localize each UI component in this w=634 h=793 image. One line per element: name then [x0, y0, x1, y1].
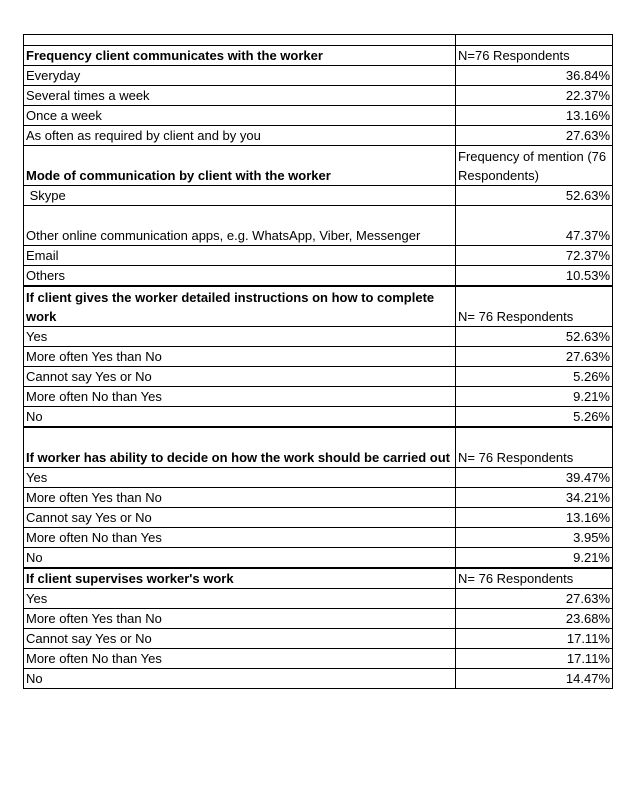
- section-heading: If worker has ability to decide on how the work should be carried out: [24, 427, 456, 468]
- table-row: [24, 629, 613, 649]
- row-label: More often No than Yes: [24, 387, 456, 407]
- table-row: [24, 528, 613, 548]
- row-value: 34.21%: [456, 488, 613, 508]
- row-label: Several times a week: [24, 86, 456, 106]
- table-row: [24, 86, 613, 106]
- section-heading-value: N=76 Respondents: [456, 46, 613, 66]
- row-value: 72.37%: [456, 246, 613, 266]
- row-label: Email: [24, 246, 456, 266]
- table-row: [24, 609, 613, 629]
- row-label: No: [24, 407, 456, 428]
- section-heading-row: [24, 46, 613, 66]
- blank-cell: [456, 35, 613, 46]
- section-heading-value: N= 76 Respondents: [456, 568, 613, 589]
- row-value: 23.68%: [456, 609, 613, 629]
- row-label: Yes: [24, 468, 456, 488]
- row-label: Once a week: [24, 106, 456, 126]
- table-row: [24, 126, 613, 146]
- row-label: Everyday: [24, 66, 456, 86]
- row-value: 52.63%: [456, 327, 613, 347]
- row-label: Cannot say Yes or No: [24, 508, 456, 528]
- section-heading: If client supervises worker's work: [24, 568, 456, 589]
- row-value: 9.21%: [456, 387, 613, 407]
- row-label: Others: [24, 266, 456, 287]
- table-row: [24, 669, 613, 689]
- row-value: 27.63%: [456, 347, 613, 367]
- row-value: 5.26%: [456, 407, 613, 428]
- section-heading-value: Frequency of mention (76 Respondents): [456, 146, 613, 186]
- table-row: [24, 387, 613, 407]
- blank-cell: [24, 35, 456, 46]
- row-value: 3.95%: [456, 528, 613, 548]
- row-value: 27.63%: [456, 589, 613, 609]
- table-row: [24, 548, 613, 569]
- row-label: As often as required by client and by you: [24, 126, 456, 146]
- row-label: No: [24, 548, 456, 569]
- row-label: More often No than Yes: [24, 649, 456, 669]
- section-heading-row: [24, 427, 613, 468]
- row-label: Cannot say Yes or No: [24, 629, 456, 649]
- table-row: [24, 266, 613, 287]
- row-label: More often Yes than No: [24, 609, 456, 629]
- table-row: [24, 367, 613, 387]
- row-label: Other online communication apps, e.g. WhatsApp, Viber, Messenger: [24, 206, 456, 246]
- row-label: Skype: [24, 186, 456, 206]
- row-label: Yes: [24, 589, 456, 609]
- section-heading-value: N= 76 Respondents: [456, 286, 613, 327]
- table-row: [24, 206, 613, 246]
- survey-table-body: [24, 35, 613, 689]
- row-label: Yes: [24, 327, 456, 347]
- row-value: 22.37%: [456, 86, 613, 106]
- table-row: [24, 649, 613, 669]
- section-heading: If client gives the worker detailed instructions on how to complete work: [24, 286, 456, 327]
- row-value: 13.16%: [456, 106, 613, 126]
- section-heading-row: [24, 146, 613, 186]
- table-row: [24, 66, 613, 86]
- table-row: [24, 106, 613, 126]
- section-heading: Mode of communication by client with the worker: [24, 146, 456, 186]
- top-blank-row: [24, 35, 613, 46]
- table-row: [24, 186, 613, 206]
- row-label: Cannot say Yes or No: [24, 367, 456, 387]
- row-label: More often No than Yes: [24, 528, 456, 548]
- table-row: [24, 468, 613, 488]
- table-row: [24, 347, 613, 367]
- row-value: 17.11%: [456, 629, 613, 649]
- row-label: More often Yes than No: [24, 347, 456, 367]
- row-label: More often Yes than No: [24, 488, 456, 508]
- row-value: 36.84%: [456, 66, 613, 86]
- table-row: [24, 407, 613, 428]
- row-value: 52.63%: [456, 186, 613, 206]
- section-heading-value: N= 76 Respondents: [456, 427, 613, 468]
- row-value: 5.26%: [456, 367, 613, 387]
- survey-table: [23, 34, 613, 689]
- row-value: 14.47%: [456, 669, 613, 689]
- section-heading-row: [24, 568, 613, 589]
- table-row: [24, 327, 613, 347]
- section-heading: Frequency client communicates with the worker: [24, 46, 456, 66]
- row-value: 13.16%: [456, 508, 613, 528]
- table-row: [24, 488, 613, 508]
- row-value: 9.21%: [456, 548, 613, 569]
- row-label: No: [24, 669, 456, 689]
- table-row: [24, 246, 613, 266]
- table-row: [24, 508, 613, 528]
- row-value: 39.47%: [456, 468, 613, 488]
- table-row: [24, 589, 613, 609]
- row-value: 27.63%: [456, 126, 613, 146]
- row-value: 17.11%: [456, 649, 613, 669]
- row-value: 10.53%: [456, 266, 613, 287]
- section-heading-row: [24, 286, 613, 327]
- row-value: 47.37%: [456, 206, 613, 246]
